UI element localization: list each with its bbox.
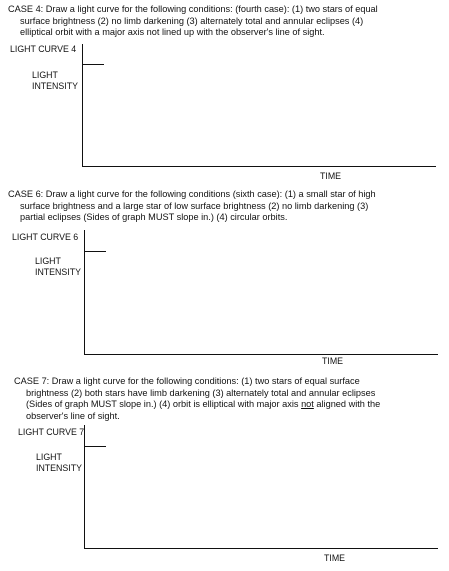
light-curve-7-x-axis: [84, 548, 438, 549]
light-curve-6-y-axis: [84, 230, 85, 354]
case-4-line-2: surface brightness (2) no limb darkening (3) alternately total and annular eclipses (4): [20, 15, 364, 26]
light-curve-4-x-axis: [82, 166, 436, 167]
case-4-instructions: [8, 4, 378, 39]
light-curve-4-y-label-light: LIGHT: [32, 70, 58, 80]
light-curve-6-y-label-light: LIGHT: [35, 256, 61, 266]
case-7-line-3: [14, 399, 380, 411]
light-curve-4-y-axis: [82, 44, 83, 166]
case-7-line-3-start: (Sides of graph MUST slope in.) (4) orbit is elliptical with major axis: [26, 399, 299, 410]
light-curve-4-top-tick: [82, 64, 104, 65]
light-curve-6-x-axis: [84, 354, 438, 355]
light-curve-6-title: LIGHT CURVE 6: [12, 232, 79, 242]
case-7-line-4: observer's line of sight.: [26, 410, 120, 421]
case-6-instructions: [8, 189, 376, 224]
light-curve-4-title: LIGHT CURVE 4: [10, 44, 77, 54]
case-6-line-2: surface brightness and a large star of low surface brightness (2) no limb darkening (3): [20, 200, 369, 211]
light-curve-7-y-label-light: LIGHT: [36, 452, 62, 462]
light-curve-6-x-label: TIME: [322, 356, 344, 366]
light-curve-4-x-label: TIME: [320, 171, 342, 181]
light-curve-4-y-label-intensity: INTENSITY: [32, 81, 78, 91]
case-7-line-3-end: aligned with the: [313, 399, 381, 410]
case-4-line-3: elliptical orbit with a major axis not lined up with the observer's line of sight.: [20, 27, 325, 38]
light-curve-7-y-label-intensity: INTENSITY: [36, 463, 82, 473]
light-curve-7-top-tick: [84, 446, 106, 447]
case-7-instructions: [14, 376, 380, 422]
case-7-line-1: CASE 7: Draw a light curve for the following conditions: (1) two stars of equal surface: [14, 376, 360, 386]
light-curve-6-top-tick: [84, 251, 106, 252]
light-curve-7-y-axis: [84, 425, 85, 548]
case-7-line-2: brightness (2) both stars have limb darkening (3) alternately total and annular eclipses: [26, 387, 376, 398]
light-curve-7-title: LIGHT CURVE 7: [18, 427, 85, 437]
light-curve-6-y-label-intensity: INTENSITY: [35, 267, 81, 277]
case-6-line-3: partial eclipses (Sides of graph MUST slope in.) (4) circular orbits.: [20, 212, 288, 223]
light-curve-7-x-label: TIME: [324, 553, 346, 563]
case-4-line-1: CASE 4: Draw a light curve for the following conditions: (fourth case): (1) two stars of equal: [8, 4, 378, 14]
case-6-line-1: CASE 6: Draw a light curve for the following conditions (sixth case): (1) a small star of high: [8, 189, 376, 199]
case-7-underlined-not: not: [301, 399, 314, 410]
